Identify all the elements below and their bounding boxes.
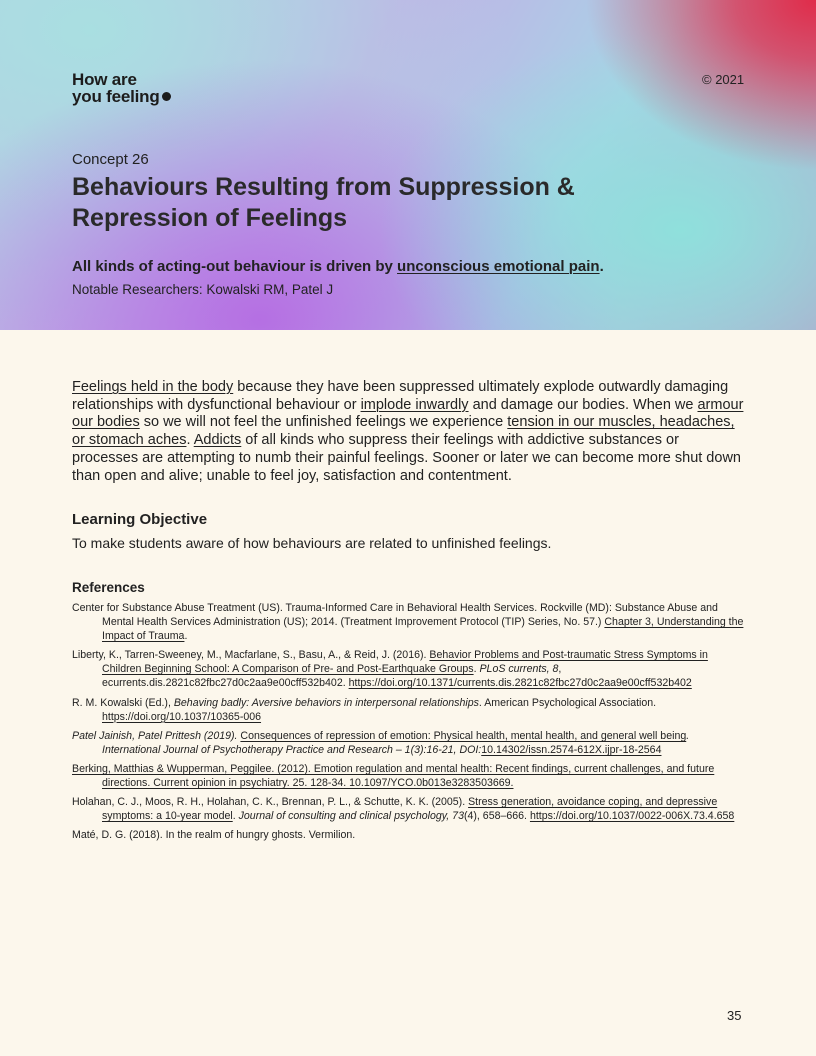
learning-objective-heading: Learning Objective [72,511,208,528]
reference-doi-link[interactable]: https://doi.org/10.1037/10365-006 [102,710,262,723]
reference-item: R. M. Kowalski (Ed.), Behaving badly: Aversive behaviors in interpersonal relationships. American Psychological Association. https://doi.org/10.1037/10365-006 [72,696,657,723]
reference-link[interactable]: Chapter 3, Understanding the Impact of Trauma [102,616,744,643]
learning-objective-text: To make students aware of how behaviours are related to unfinished feelings. [72,535,552,551]
reference-doi-link[interactable]: https://doi.org/10.1371/currents.dis.2821c82fbc27d0c2aa9e00cff532b402 [348,677,692,690]
link-armour-our-bodies[interactable]: armour our bodies [72,396,744,431]
reference-item [72,762,748,790]
page-number: 35 [727,1008,742,1023]
reference-item: Center for Substance Abuse Treatment (US). Trauma-Informed Care in Behavioral Health Services. Rockville (MD): Substance Abuse and Mental Health Services Administration (US); 2014. (Treatment Improvement Protocol (TIP) Series, No. 57.) Chapter 3, Understanding the Impact of Trauma. [72,602,744,643]
link-tension-muscles[interactable]: tension in our muscles, headaches, or stomach aches [72,414,735,449]
references-heading: References [72,580,145,595]
speech-bubble-icon [162,92,171,101]
header-banner [0,0,816,330]
body-paragraph: Feelings held in the body because they have been suppressed ultimately explode outwardly damaging relationships with dysfunctional behaviour or implode inwardly and damage our bodies. When we armour our bodies so we will not feel the unfinished feelings we experience tension in our muscles, headaches, or stomach aches. Addicts of all kinds who suppress their feelings with addictive substances or processes are attempting to numb their painful feelings. Sooner or later we can become more shut down than open and alive; unable to feel joy, satisfaction and contentment. [72,379,744,484]
link-implode-inwardly[interactable]: implode inwardly [360,396,469,413]
reference-link[interactable]: Behavior Problems and Post-traumatic Stress Symptoms in Children Beginning School: A Comparison of Pre- and Post-Earthquake Groups [102,649,708,676]
reference-link[interactable]: Consequences of repression of emotion: Physical health, mental health, and general well being [240,729,687,742]
logo [72,71,171,105]
logo-line-1: How are [72,70,137,89]
link-feelings-held-in-body[interactable]: Feelings held in the body [72,379,234,395]
link-addicts[interactable]: Addicts [193,432,242,449]
reference-item: Maté, D. G. (2018). In the realm of hungry ghosts. Vermilion. [72,829,356,842]
reference-doi-link[interactable]: 10.14302/issn.2574-612X.ijpr-18-2564 [481,743,662,756]
reference-item: Liberty, K., Tarren-Sweeney, M., Macfarlane, S., Basu, A., & Reid, J. (2016). Behavior Problems and Post-traumatic Stress Symptoms in Children Beginning School: A Comparison of Pre- and Post-Earthquake Groups. PLoS currents, 8, ecurrents.dis.2821c82fbc27d0c2aa9e00cff532b402. https://doi.org/10.1371/currents.dis.2821c82fbc27d0c2aa9e00cff532b402 [72,649,708,690]
tagline-link[interactable]: unconscious emotional pain [397,258,600,275]
references-list [72,601,748,847]
reference-doi-link[interactable]: https://doi.org/10.1037/0022-006X.73.4.658 [529,810,735,823]
page-title: Behaviours Resulting from Suppression & Repression of Feelings [72,173,575,232]
reference-item: Patel Jainish, Patel Prittesh (2019). Consequences of repression of emotion: Physical health, mental health, and general well being. International Journal of Psychotherapy Practice and Research – 1(3):16-21, DOI:10.14302/issn.2574-612X.ijpr-18-2564 [72,729,690,756]
reference-item: Holahan, C. J., Moos, R. H., Holahan, C. K., Brennan, P. L., & Schutte, K. K. (2005). Stress generation, avoidance coping, and depressive symptoms: a 10-year model. Journal of consulting and clinical psychology, 73(4), 658–666. https://doi.org/10.1037/0022-006X.73.4.658 [72,796,735,823]
notable-researchers: Notable Researchers: Kowalski RM, Patel J [72,282,334,297]
reference-link[interactable]: Stress generation, avoidance coping, and depressive symptoms: a 10-year model [102,796,718,823]
copyright: © 2021 [702,72,745,87]
logo-line-2: you feeling [72,88,171,105]
concept-label: Concept 26 [72,151,149,168]
reference-link[interactable]: Berking, Matthias & Wupperman, Peggilee. (2012). Emotion regulation and mental health: Recent findings, current challenges, and future directions. Current opinion in psychiatry. 25. 128-34. 10.1097/YCO.0b013e3283503669. [72,762,715,790]
tagline: All kinds of acting-out behaviour is driven by unconscious emotional pain. [72,258,604,275]
